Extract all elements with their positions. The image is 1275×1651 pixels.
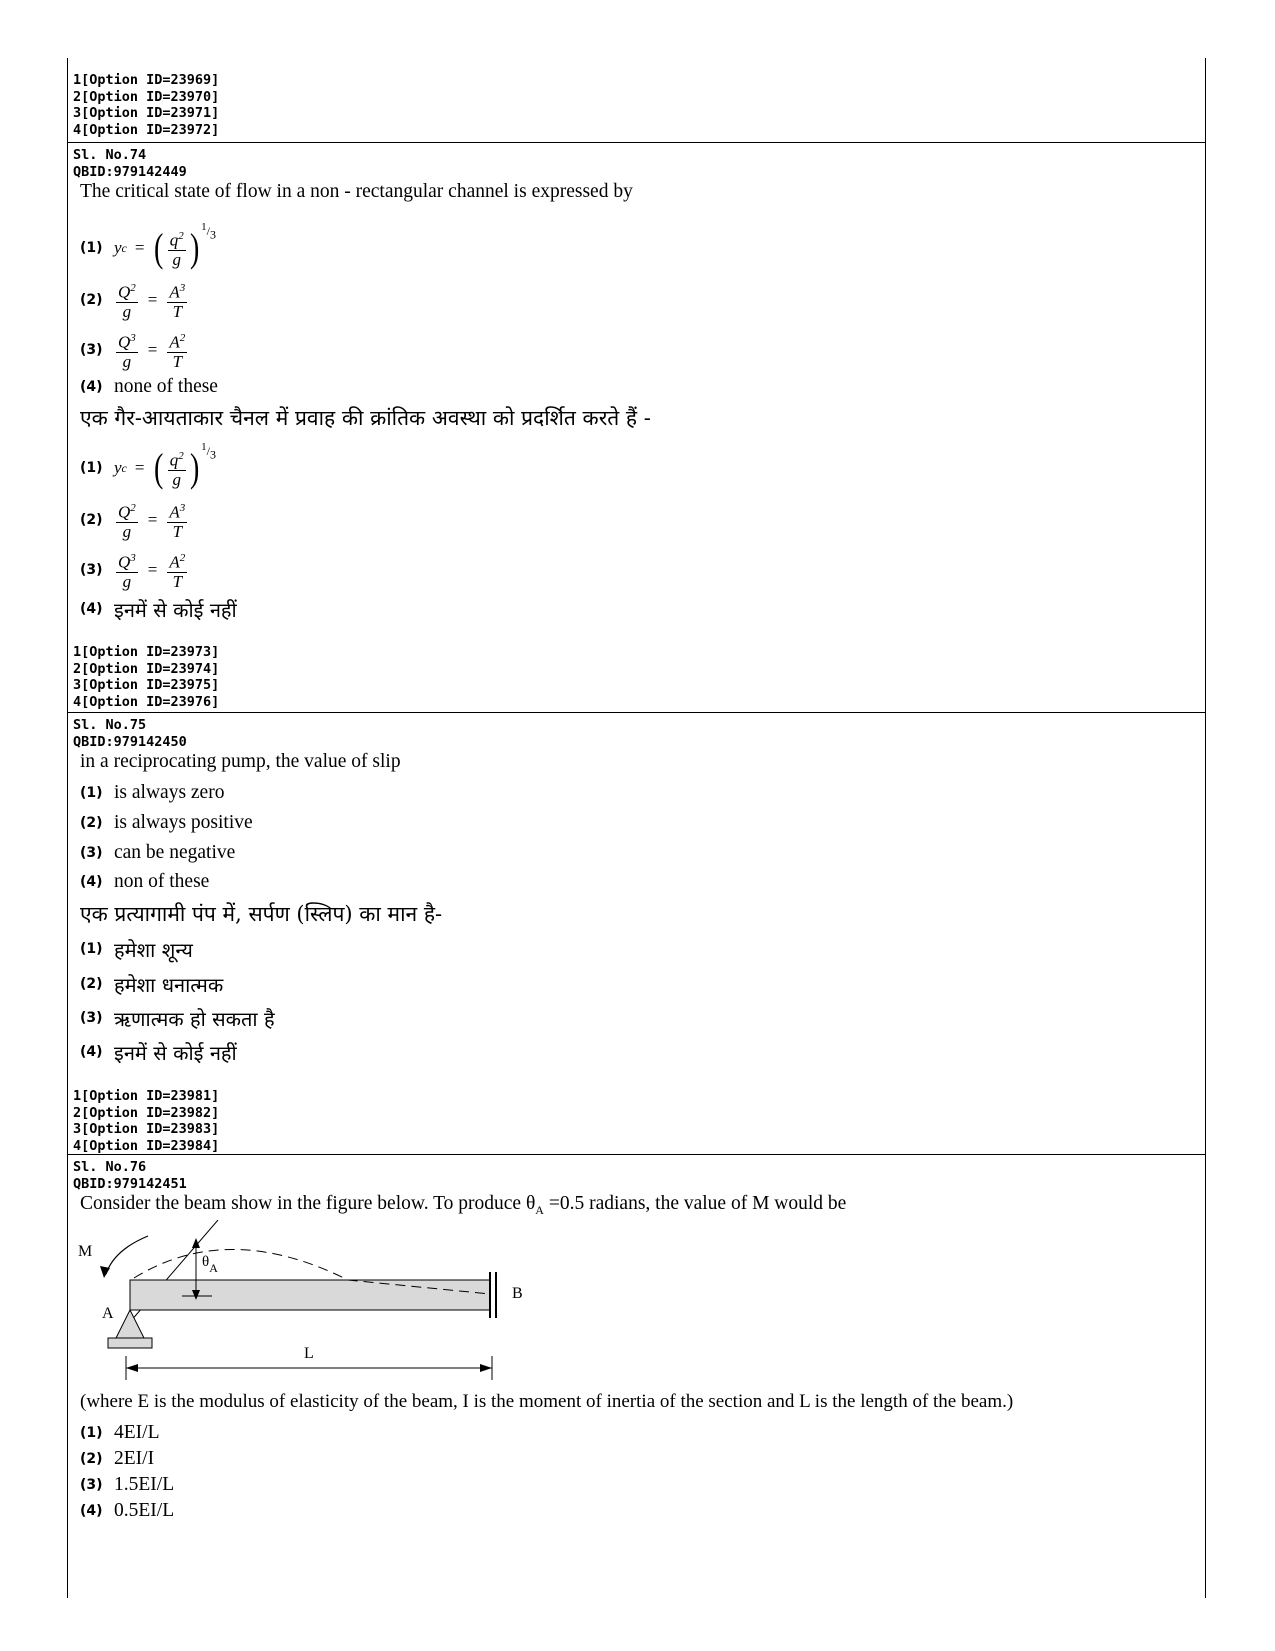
option-number: (4) bbox=[80, 1044, 103, 1060]
option-id: 2[Option ID=23974] bbox=[73, 660, 220, 677]
formula-yc: y c = ( $\frac{q^2}{g}$ ) $^1/_3$ bbox=[114, 441, 216, 490]
option-3 bbox=[80, 328, 189, 372]
option-number: (1) bbox=[80, 941, 103, 957]
option-1-hi bbox=[80, 934, 193, 964]
option-id: 2[Option ID=23970] bbox=[73, 88, 220, 105]
option-1 bbox=[80, 778, 224, 808]
section-prev-options bbox=[68, 58, 1205, 143]
option-id: 1[Option ID=23973] bbox=[73, 644, 220, 660]
option-number: (4) bbox=[80, 379, 103, 395]
formula-yc: y c = ( $\frac{q^2}{g}$ ) $^1/_3$ bbox=[114, 221, 216, 270]
formula-q2-a3: $\frac{Q^2}{g}$ = $\frac{A^3}{T}$ bbox=[114, 499, 189, 541]
question-75 bbox=[68, 712, 1205, 1155]
option-id-list bbox=[73, 72, 219, 138]
option-id: 3[Option ID=23983] bbox=[73, 1121, 220, 1137]
option-3-hi bbox=[80, 548, 189, 592]
serial-number: Sl. No.74 bbox=[73, 147, 147, 163]
option-text: can be negative bbox=[114, 842, 236, 863]
question-paper-sheet bbox=[67, 58, 1206, 1598]
qbid: QBID:979142450 bbox=[73, 733, 187, 750]
question-text-hi: एक गैर-आयताकार चैनल में प्रवाह की क्रांतिक अवस्था को प्रदर्शित करते हैं - bbox=[80, 406, 651, 430]
pin-support-a bbox=[116, 1310, 144, 1338]
option-3 bbox=[80, 838, 235, 868]
question-text-hi: एक प्रत्यागामी पंप में, सर्पण (स्लिप) का मान है- bbox=[80, 902, 443, 926]
option-number: (2) bbox=[80, 815, 103, 831]
option-id: 2[Option ID=23982] bbox=[73, 1104, 220, 1121]
option-text: non of these bbox=[114, 871, 210, 892]
option-2 bbox=[80, 278, 189, 322]
option-number: (1) bbox=[80, 785, 103, 801]
option-id: 4[Option ID=23984] bbox=[73, 1137, 220, 1154]
label-m: M bbox=[78, 1243, 93, 1260]
option-number: (3) bbox=[80, 1477, 103, 1493]
option-number: (2) bbox=[80, 292, 103, 308]
label-theta: $\theta_A$ bbox=[202, 1254, 218, 1275]
option-id: 1[Option ID=23981] bbox=[73, 1088, 220, 1104]
label-l: L bbox=[304, 1345, 314, 1362]
option-id: 3[Option ID=23971] bbox=[73, 105, 220, 121]
qbid: QBID:979142451 bbox=[73, 1175, 187, 1192]
question-text-en: in a reciprocating pump, the value of slip bbox=[80, 751, 401, 772]
moment-arrowhead bbox=[100, 1266, 110, 1278]
formula-q3-a2: $\frac{Q^3}{g}$ = $\frac{A^2}{T}$ bbox=[114, 329, 189, 371]
option-number: (4) bbox=[80, 601, 103, 617]
option-4 bbox=[80, 867, 209, 897]
option-number: (4) bbox=[80, 1503, 103, 1519]
option-text: ऋणात्मक हो सकता है bbox=[114, 1006, 275, 1031]
option-2-hi bbox=[80, 969, 223, 999]
label-a: A bbox=[102, 1305, 114, 1322]
option-3-hi bbox=[80, 1003, 275, 1033]
option-text: इनमें से कोई नहीं bbox=[114, 1040, 237, 1065]
option-text: हमेशा धनात्मक bbox=[114, 972, 224, 997]
formula-q2-a3: $\frac{Q^2}{g}$ = $\frac{A^3}{T}$ bbox=[114, 279, 189, 321]
option-id-list bbox=[73, 644, 219, 710]
option-number: (3) bbox=[80, 1010, 103, 1026]
option-number: (2) bbox=[80, 1451, 103, 1467]
option-text: हमेशा शून्य bbox=[114, 937, 193, 962]
option-number: (3) bbox=[80, 342, 103, 358]
question-header bbox=[73, 717, 187, 750]
question-76 bbox=[68, 1154, 1205, 1598]
option-text: 0.5EI/L bbox=[114, 1500, 175, 1521]
option-id: 4[Option ID=23972] bbox=[73, 121, 220, 138]
option-text: none of these bbox=[114, 376, 218, 397]
option-id: 4[Option ID=23976] bbox=[73, 693, 220, 710]
option-text: is always zero bbox=[114, 782, 225, 803]
option-4-hi bbox=[80, 594, 237, 624]
question-74 bbox=[68, 142, 1205, 713]
option-number: (2) bbox=[80, 976, 103, 992]
option-1-hi bbox=[80, 441, 216, 492]
option-text: 1.5EI/L bbox=[114, 1474, 175, 1495]
option-text: is always positive bbox=[114, 812, 253, 833]
option-number: (2) bbox=[80, 512, 103, 528]
formula-q3-a2: $\frac{Q^3}{g}$ = $\frac{A^2}{T}$ bbox=[114, 549, 189, 591]
option-4 bbox=[80, 1496, 174, 1526]
option-id: 3[Option ID=23975] bbox=[73, 677, 220, 693]
question-note: (where E is the modulus of elasticity of the beam, I is the moment of inertia of the section and L is the length of the beam.) bbox=[80, 1391, 1014, 1412]
option-number: (4) bbox=[80, 874, 103, 890]
qbid: QBID:979142449 bbox=[73, 163, 187, 180]
option-2 bbox=[80, 808, 253, 838]
moment-arrow bbox=[106, 1236, 148, 1274]
option-id: 1[Option ID=23969] bbox=[73, 72, 220, 88]
beam-figure bbox=[78, 1220, 548, 1390]
option-text: इनमें से कोई नहीं bbox=[114, 597, 237, 622]
option-number: (3) bbox=[80, 845, 103, 861]
question-text-en: Consider the beam show in the figure below. To produce $\theta_A =0.5$ radians, the value of M would be bbox=[80, 1193, 847, 1217]
option-number: (3) bbox=[80, 562, 103, 578]
option-4 bbox=[80, 372, 218, 402]
option-id-list bbox=[73, 1088, 219, 1154]
question-text-en: The critical state of flow in a non - rectangular channel is expressed by bbox=[80, 181, 633, 202]
question-header bbox=[73, 1159, 187, 1192]
option-text: 2EI/I bbox=[114, 1448, 155, 1469]
option-number: (1) bbox=[80, 1425, 103, 1441]
serial-number: Sl. No.75 bbox=[73, 717, 147, 733]
beam bbox=[130, 1280, 490, 1310]
option-text: 4EI/L bbox=[114, 1422, 160, 1443]
option-2-hi bbox=[80, 498, 189, 542]
question-header bbox=[73, 147, 187, 180]
serial-number: Sl. No.76 bbox=[73, 1159, 147, 1175]
label-b: B bbox=[512, 1285, 523, 1302]
option-number: (1) bbox=[80, 240, 103, 256]
option-number: (1) bbox=[80, 460, 103, 476]
option-4-hi bbox=[80, 1037, 237, 1067]
option-1 bbox=[80, 221, 216, 272]
